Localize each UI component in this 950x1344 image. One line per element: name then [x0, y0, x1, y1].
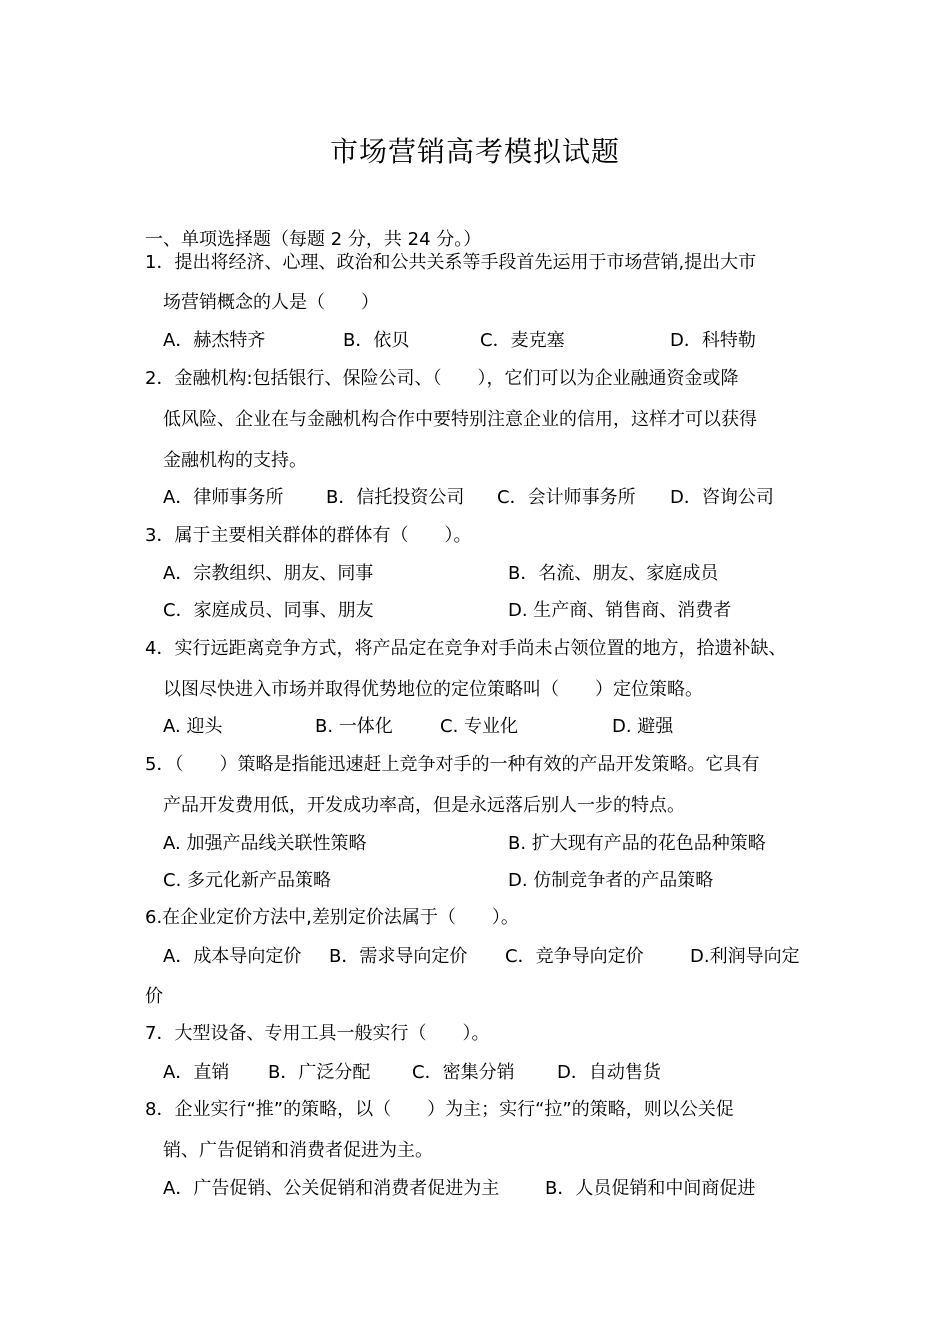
question-5-option-d: D. 仿制竞争者的产品策略	[508, 870, 714, 891]
question-3-line-1: 3．属于主要相关群体的群体有（ ）。	[145, 525, 472, 546]
question-6-option-c: C．竞争导向定价	[505, 946, 644, 967]
question-2-option-b: B．信托投资公司	[326, 487, 465, 508]
question-6-option-b: B．需求导向定价	[329, 946, 468, 967]
question-5-line-1: 5．（ ）策略是指能迅速赶上竞争对手的一种有效的产品开发策略。它具有	[145, 754, 760, 775]
question-2-option-d: D．咨询公司	[670, 487, 774, 508]
question-1-line-1: 1．提出将经济、心理、政治和公共关系等手段首先运用于市场营销,提出大市	[145, 252, 757, 273]
question-7-option-a: A．直销	[163, 1062, 230, 1083]
question-1-option-a: A．赫杰特齐	[163, 330, 266, 351]
page-title: 市场营销高考模拟试题	[329, 135, 620, 168]
question-4-option-a: A. 迎头	[163, 716, 223, 737]
question-1-option-d: D．科特勒	[670, 330, 756, 351]
question-2-line-2: 低风险、企业在与金融机构合作中要特别注意企业的信用，这样才可以获得	[163, 409, 757, 430]
question-4-line-2: 以图尽快进入市场并取得优势地位的定位策略叫（ ）定位策略。	[163, 679, 703, 700]
question-6-option-d-wrap: 价	[145, 986, 163, 1007]
question-6-option-a: A．成本导向定价	[163, 946, 302, 967]
question-3-option-b: B．名流、朋友、家庭成员	[508, 563, 719, 584]
question-2-option-c: C．会计师事务所	[497, 487, 636, 508]
question-4-option-b: B. 一体化	[315, 716, 393, 737]
question-1-line-2: 场营销概念的人是（ ）	[163, 292, 379, 313]
question-8-line-2: 销、广告促销和消费者促进为主。	[163, 1140, 433, 1161]
question-8-line-1: 8．企业实行“推”的策略，以（ ）为主；实行“拉”的策略，则以公关促	[145, 1099, 734, 1120]
question-5-line-2: 产品开发费用低，开发成功率高，但是永远落后别人一步的特点。	[163, 795, 685, 816]
question-7-option-c: C．密集分销	[412, 1062, 515, 1083]
question-5-option-b: B. 扩大现有产品的花色品种策略	[508, 833, 766, 854]
question-5-option-a: A. 加强产品线关联性策略	[163, 833, 367, 854]
question-7-line-1: 7．大型设备、专用工具一般实行（ ）。	[145, 1023, 490, 1044]
question-6-line-1: 6.在企业定价方法中,差别定价法属于（ ）。	[145, 907, 519, 928]
question-3-option-c: C．家庭成员、同事、朋友	[163, 600, 374, 621]
question-3-option-d: D. 生产商、销售商、消费者	[508, 600, 732, 621]
question-7-option-b: B．广泛分配	[268, 1062, 371, 1083]
question-1-option-c: C．麦克塞	[480, 330, 565, 351]
question-4-option-c: C. 专业化	[440, 716, 519, 737]
question-2-line-1: 2．金融机构:包括银行、保险公司、（ ），它们可以为企业融通资金或降	[145, 368, 739, 389]
question-8-option-b: B．人员促销和中间商促进	[545, 1178, 756, 1199]
question-6-option-d: D.利润导向定	[690, 946, 800, 967]
question-3-option-a: A．宗教组织、朋友、同事	[163, 563, 374, 584]
section-heading: 一、单项选择题（每题 2 分，共 24 分。）	[145, 229, 482, 250]
question-2-line-3: 金融机构的支持。	[163, 450, 307, 471]
question-7-option-d: D．自动售货	[557, 1062, 661, 1083]
question-4-line-1: 4．实行远距离竞争方式，将产品定在竞争对手尚未占领位置的地方，拾遗补缺、	[145, 638, 787, 659]
question-1-option-b: B．依贝	[343, 330, 410, 351]
question-8-option-a: A．广告促销、公关促销和消费者促进为主	[163, 1178, 500, 1199]
question-2-option-a: A．律师事务所	[163, 487, 284, 508]
question-5-option-c: C. 多元化新产品策略	[163, 870, 332, 891]
question-4-option-d: D. 避强	[612, 716, 674, 737]
